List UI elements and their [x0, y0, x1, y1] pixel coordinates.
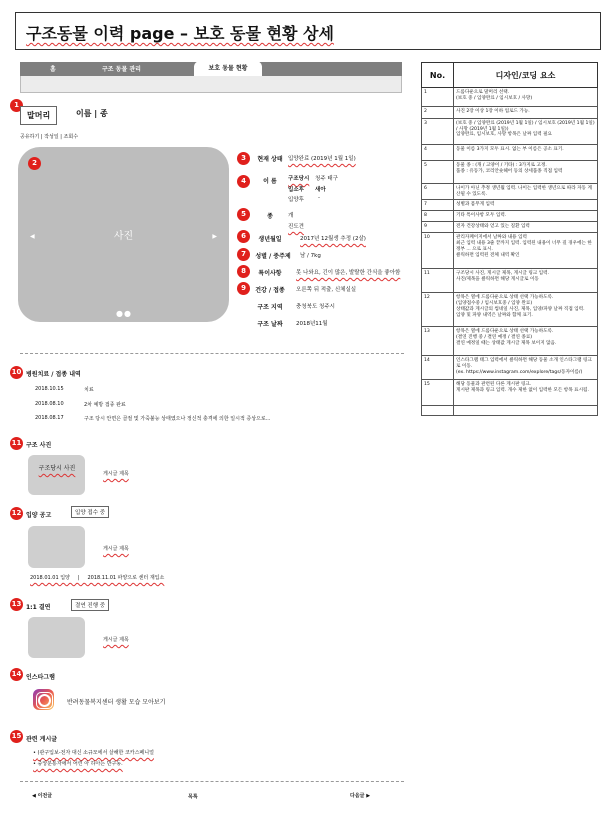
section-adoption-title: 입양 공고 — [26, 512, 52, 519]
spec-row-no: 3 — [422, 119, 454, 145]
spec-header-element: 디자인/코딩 요소 — [454, 63, 598, 88]
badge-3: 3 — [237, 152, 250, 165]
section-rescue-photo-title: 구조 사진 — [26, 442, 52, 449]
badge-13: 13 — [10, 598, 23, 611]
medical-text-2: 2차 예방 접종 완료 — [84, 402, 126, 408]
value-special: 못 나와요, 긴이 많은, 발랄한 간식을 좋아함 — [296, 270, 401, 276]
spec-row-text: 드롭다운으로 말머리 선택. (보호 중 / 입양완료 / 임시보호 / 사망) — [454, 88, 598, 107]
sponsor-caption[interactable]: 게시글 제목 — [103, 637, 129, 643]
badge-14: 14 — [10, 668, 23, 681]
spec-row — [422, 200, 598, 211]
spec-row-text: 인스타그램 태그 입력에서 클릭하면 해당 동물 소개 인스타그램 링크로 이동. (ex. https://www.instagram.com/explore/tags/동자이름/) — [454, 356, 598, 380]
label-gender: 성별 / 중주제 — [255, 253, 291, 260]
rescue-photo-label: 구조당시 사진 — [38, 465, 76, 472]
adoption-status-dropdown[interactable]: 입양 접수 중 — [71, 506, 109, 518]
spec-row — [422, 380, 598, 406]
label-birth: 생년월일 — [258, 236, 282, 243]
instagram-icon[interactable] — [33, 689, 54, 710]
photo-label: 사진 — [113, 231, 134, 242]
rescue-photo-thumb[interactable] — [28, 455, 85, 495]
badge-6: 6 — [237, 230, 250, 243]
label-rescue-place: 구조 지역 — [257, 304, 283, 311]
nav-bar — [20, 62, 402, 76]
spec-row-no: 15 — [422, 380, 454, 406]
spec-row-no: 11 — [422, 269, 454, 293]
nav-sub-bar — [20, 76, 402, 93]
spec-row-text: 항목은 열에 드롭다운으로 상태 선택 가능하도록. (입양접수중 / 임시보호중 / 입양 완료) 상태값과 게시글의 썸네일 사진, 제목, 입양/파양 날짜 직접 입력. 입양 및 파양 내역은 날짜와 함께 표기. — [454, 293, 598, 327]
spec-row-no: 10 — [422, 233, 454, 269]
rescue-photo-caption[interactable]: 게시글 제목 — [103, 471, 129, 477]
spec-table — [421, 62, 598, 416]
instagram-link-text[interactable]: 반려동물복지센터 생활 모습 모아보기 — [67, 699, 166, 706]
spec-row — [422, 269, 598, 293]
badge-15: 15 — [10, 730, 23, 743]
tag-dropdown[interactable]: 말머리 — [20, 106, 57, 125]
list-link[interactable]: 목록 — [188, 794, 198, 800]
value-breed: 진도견 — [288, 224, 304, 230]
spec-row-text: 기타 특이사항 모두 입력. — [454, 211, 598, 222]
spec-row-text: 해당 동물과 관련된 다른 게시판 링크. 게시판 제목과 링크 입력. 개수 제한 없이 입력한 모든 항목 표시됨. — [454, 380, 598, 406]
name-adopt-label: 입양후 — [288, 197, 304, 203]
spec-row — [422, 356, 598, 380]
divider — [20, 353, 404, 354]
name-shelter-label: 입소후 — [288, 187, 304, 193]
spec-row-text: 동물 종 : (개 / 고양이 / 기타) : 3가지로 고정. 품종 : 유동가, 코리안숏헤어 등의 상세품종 직접 입력 — [454, 161, 598, 184]
spec-row-no: 7 — [422, 200, 454, 211]
spec-row-no: 9 — [422, 222, 454, 233]
medical-date-3: 2018.08.17 — [35, 415, 64, 421]
section-medical-title: 병원치료 / 접종 내역 — [26, 371, 81, 378]
value-health: 오른쪽 뒤 적출, 신체실실 — [296, 287, 357, 293]
medical-text-1: 치료 — [84, 387, 94, 393]
spec-row-text: 구조당시 사진, 게시글 제목, 게시글 링크 입력. 사진/제목을 클릭하면 해당 게시글로 이동 — [454, 269, 598, 293]
spec-row-no: 5 — [422, 161, 454, 184]
section-related-title: 관련 게시글 — [26, 736, 58, 743]
name-shelter-value: 새아 — [315, 187, 326, 193]
label-health: 건강 / 접종 — [255, 287, 285, 294]
badge-7: 7 — [237, 248, 250, 261]
divider-bottom — [20, 781, 404, 782]
value-rescue-place: 충청북도 청주시 — [296, 304, 335, 310]
spec-row — [422, 161, 598, 184]
related-post-2[interactable]: • 중앙분통자에서 어린 아 하아는 반구동. — [33, 761, 123, 767]
spec-row — [422, 293, 598, 327]
next-post-link[interactable]: 다음글 ▶ — [350, 793, 371, 799]
spec-row — [422, 184, 598, 200]
badge-10: 10 — [10, 366, 23, 379]
related-post-2-text: 중앙분통자에서 어린 아 하아는 반구동. — [37, 761, 123, 767]
carousel-prev-icon[interactable]: ◀ — [30, 233, 35, 240]
spec-row-no: 12 — [422, 293, 454, 327]
nav-home[interactable]: 홈 — [50, 66, 56, 73]
spec-row-no: 14 — [422, 356, 454, 380]
profile-name: 이름 | 종 — [76, 109, 108, 118]
spec-row-text: 관리자페이지에서 날짜와 내용 입력 최근 입력 내용 3줄 끝까지 입력. 입력된 내용이 너무 길 경우에는 한정부 ... 으로 표시. 클릭하면 입력된 전체 내역 확인 — [454, 233, 598, 269]
spec-row-text: 전자 건강상태와 얻고 있는 질환 입력 — [454, 222, 598, 233]
spec-header-no: No. — [422, 63, 454, 88]
spec-row-text: (보호 중 / 입양완료 (2019년 1월 1일) / 임시보호 (2019년 1월 1일) / 사망 (2019년 1월 1일)) 입양완료, 임시보호, 사망 항목은 날짜 입력 필요 — [454, 119, 598, 145]
nav-active-tab[interactable]: 보호 동물 현황 — [194, 61, 262, 76]
label-status: 현재 상태 — [257, 156, 283, 163]
medical-text-3[interactable]: 구조 당시 안면은 골절 및 가죽불능 상태였으나 정신적 충격에 의한 일시적 증상으로... — [84, 416, 271, 422]
value-birth: 2017년 12월생 추정 (2살) — [300, 236, 366, 242]
spec-row-no: 4 — [422, 145, 454, 161]
label-rescue-date: 구조 날짜 — [257, 321, 283, 328]
photo-carousel[interactable] — [18, 147, 229, 322]
adoption-footer: 2018.01.01 입양 | 2018.11.01 파양으로 센터 재입소 — [30, 575, 165, 581]
label-special: 특이사항 — [258, 270, 282, 277]
label-name: 이 름 — [263, 178, 277, 185]
spec-row — [422, 107, 598, 119]
spec-row-no: 13 — [422, 327, 454, 356]
spec-row — [422, 119, 598, 145]
name-adopt-value: - — [318, 195, 320, 201]
value-status: 입양완료 (2019년 1월 1일) — [288, 156, 356, 162]
carousel-dots[interactable]: ●● — [116, 309, 132, 318]
related-post-1[interactable]: • (관구입보-전자 대신 소규모에서 살해한 코카스페니얼 — [33, 750, 154, 756]
badge-5: 5 — [237, 208, 250, 221]
spec-row-text: 성별과 몸무게 입력 — [454, 200, 598, 211]
badge-11: 11 — [10, 437, 23, 450]
value-gender: 남 / 7kg — [300, 253, 321, 259]
spec-row — [422, 406, 598, 416]
value-rescue-date: 2018년11월 — [296, 321, 328, 327]
medical-date-1: 2018.10.15 — [35, 386, 64, 392]
spec-row-text: 항목은 열에 드롭다운으로 상태 선택 가능하도록. (결연 진행 중 / 결연 예정 / 결연 종료) 결연 예정일 때는 상태값 게시글 제목 보이지 않음. — [454, 327, 598, 356]
nav-rescue-manage[interactable]: 구조 동물 관리 — [102, 66, 141, 73]
spec-row-no: 6 — [422, 184, 454, 200]
adoption-thumb[interactable] — [28, 526, 85, 568]
badge-9: 9 — [237, 282, 250, 295]
sponsor-thumb[interactable] — [28, 617, 85, 658]
prev-post-link[interactable]: ◀ 이전글 — [32, 793, 53, 799]
section-sponsor-title: 1:1 결연 — [26, 604, 51, 611]
name-rescue-label: 구조당시 — [288, 176, 310, 182]
spec-row-text: 동물 이름 3가지 모두 표시. 없는 부 이름은 공소 표기. — [454, 145, 598, 161]
spec-row-no: 1 — [422, 88, 454, 107]
adoption-caption[interactable]: 게시글 제목 — [103, 546, 129, 552]
sponsor-status-dropdown[interactable]: 결연 진행 중 — [71, 599, 109, 611]
spec-row-text: 나이가 아닌 추정 생년월 입력. 나이는 입력한 생년으로 따라 자동 계산될 수 있도록. — [454, 184, 598, 200]
page-title: 구조동물 이력 page – 보호 동물 현황 상세 — [26, 24, 334, 43]
spec-row-no: 2 — [422, 107, 454, 119]
related-post-1-text: (관구입보-전자 대신 소규모에서 살해한 코카스페니얼 — [37, 750, 154, 756]
badge-12: 12 — [10, 507, 23, 520]
badge-8: 8 — [237, 265, 250, 278]
spec-row — [422, 145, 598, 161]
spec-row — [422, 233, 598, 269]
spec-row — [422, 88, 598, 107]
badge-4: 4 — [237, 175, 250, 188]
value-species: 개 — [288, 213, 294, 219]
badge-2: 2 — [28, 157, 41, 170]
spec-row-no — [422, 406, 454, 416]
profile-meta: 공유하기 | 작성일 | 조회수 — [20, 134, 79, 140]
spec-row — [422, 222, 598, 233]
spec-row-text — [454, 406, 598, 416]
page-title-box — [15, 12, 601, 50]
carousel-next-icon[interactable]: ▶ — [212, 233, 217, 240]
spec-row — [422, 211, 598, 222]
spec-row-no: 8 — [422, 211, 454, 222]
spec-row — [422, 327, 598, 356]
medical-date-2: 2018.08.10 — [35, 401, 64, 407]
spec-row-text: 사진 2장 이상 1장 이하 업로드 가능. — [454, 107, 598, 119]
name-rescue-value: 청주 태구 — [315, 176, 339, 182]
badge-1: 1 — [10, 99, 23, 112]
label-species: 종 — [267, 213, 273, 220]
section-instagram-title: 인스타그램 — [26, 674, 55, 681]
